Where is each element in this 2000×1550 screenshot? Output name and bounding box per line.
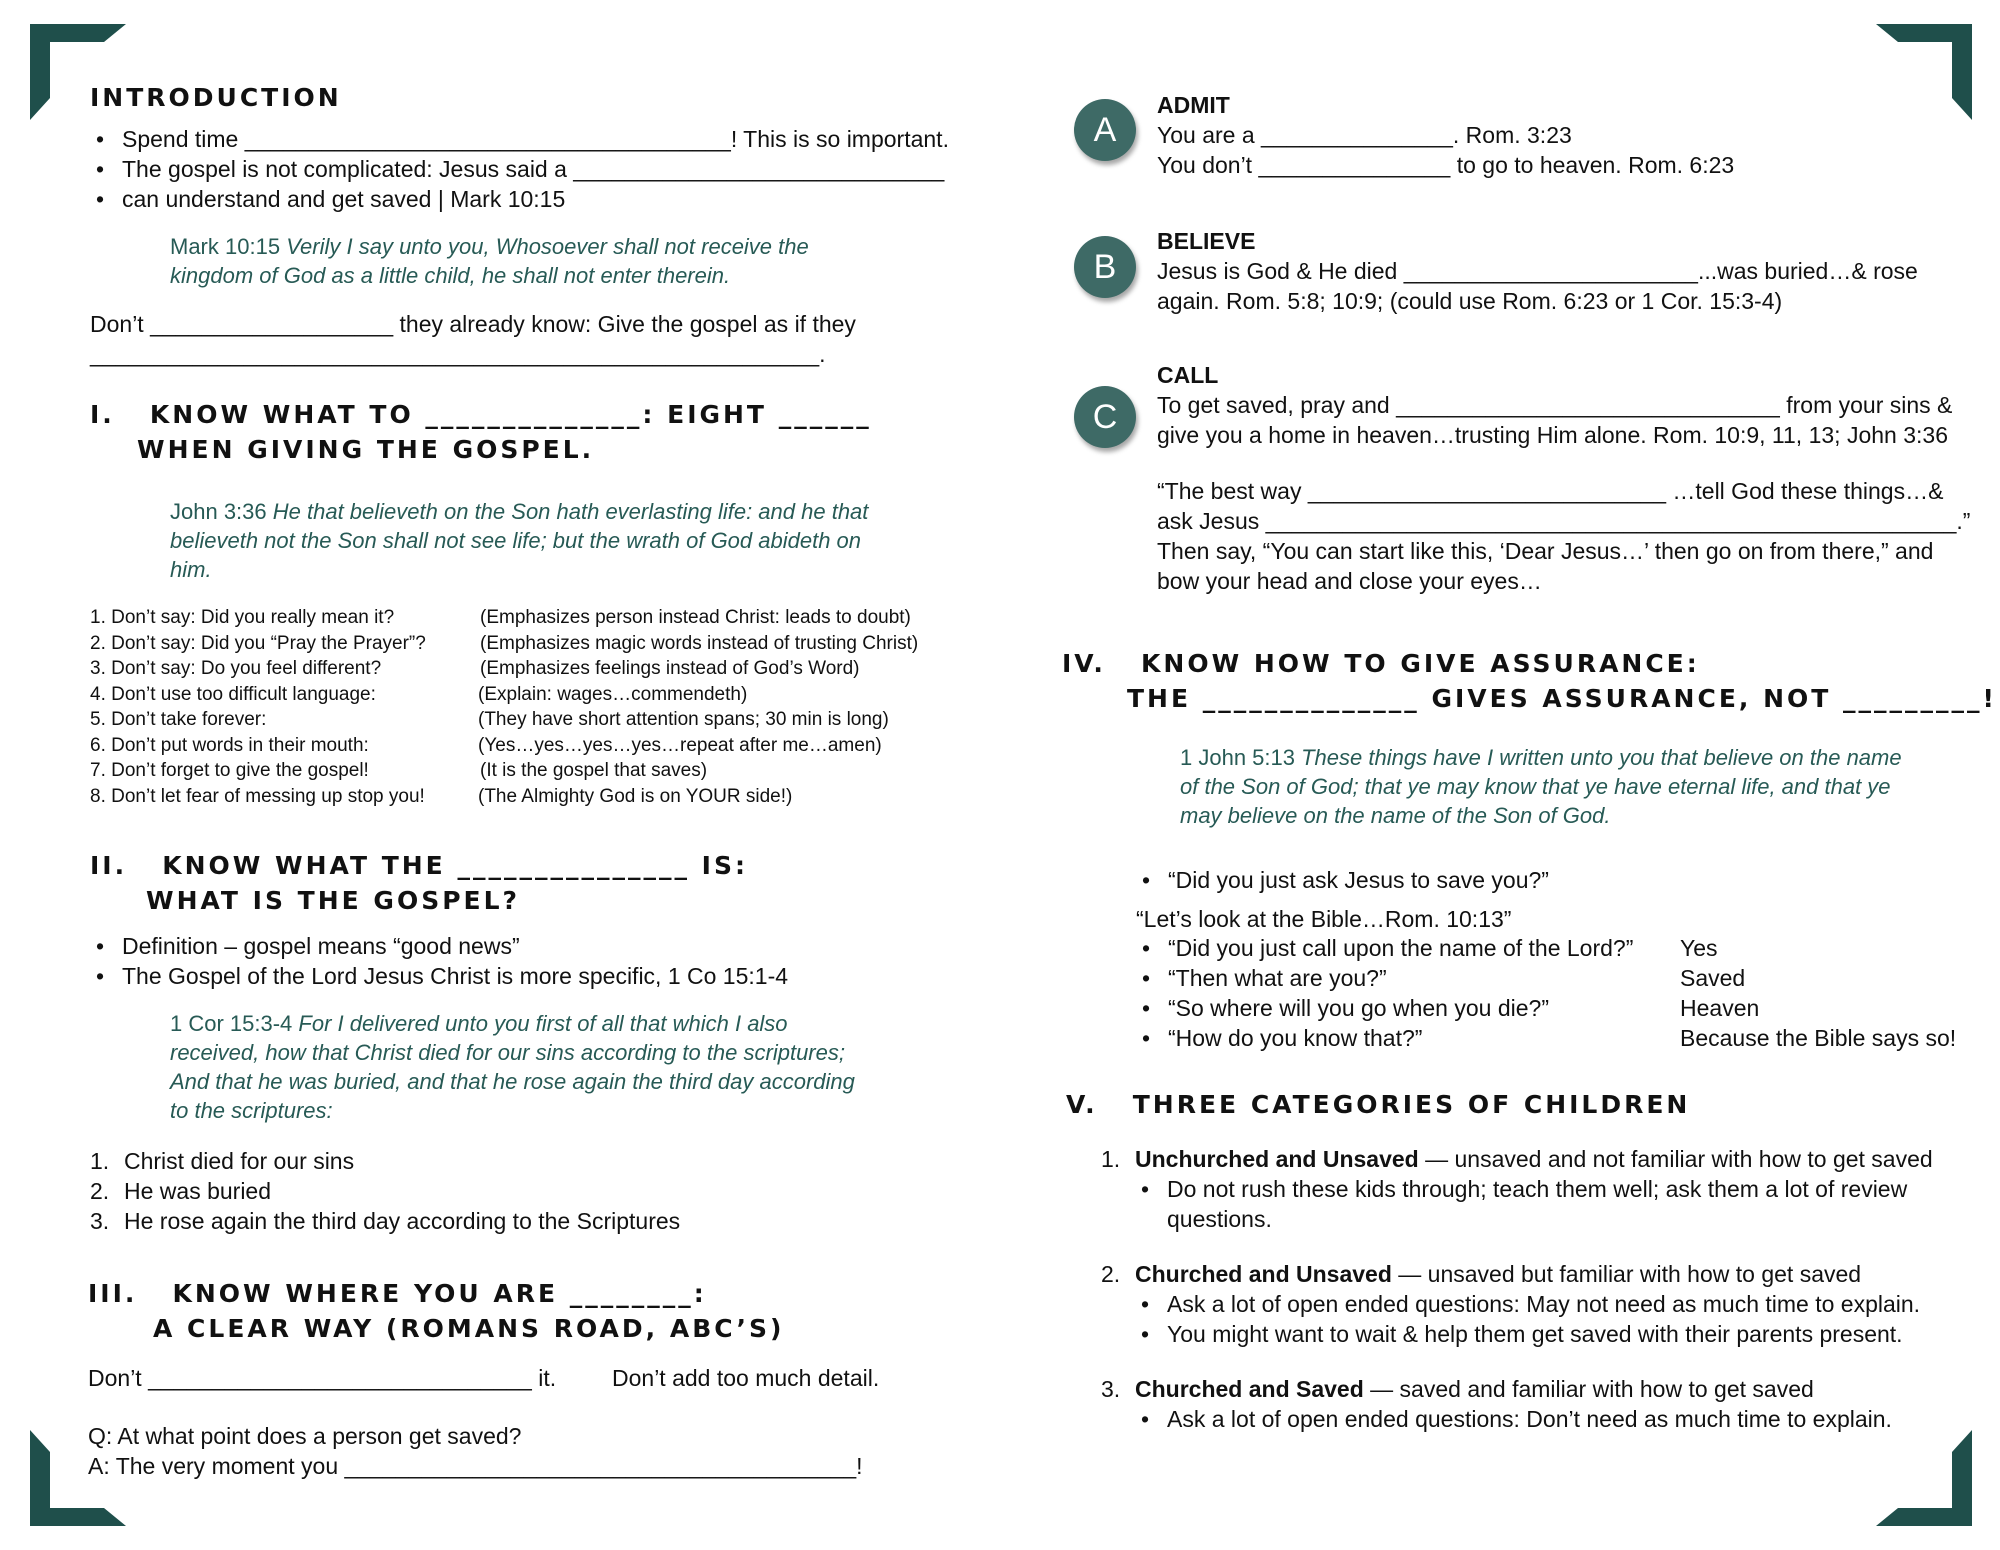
list-item: • “Did you just ask Jesus to save you?” xyxy=(1136,865,1549,895)
category-1 xyxy=(1101,1144,1933,1234)
s3-question: Q: At what point does a person get saved? xyxy=(88,1423,522,1449)
best-way-line: “The best way ____________________________ …tell God these things…& xyxy=(1157,478,1944,504)
list-item xyxy=(90,605,918,631)
category-title-row xyxy=(1101,1259,1920,1289)
verse-text: Verily I say unto you, Whosoever shall not receive the kingdom of God as a little child, he shall not enter therein. xyxy=(170,234,809,288)
dont-reason: (Explain: wages…commendeth) xyxy=(478,683,748,705)
point-text: He was buried xyxy=(124,1178,272,1204)
intro-dont-line2: _________________________________________________________. xyxy=(90,341,826,367)
dont-text: 8. Don’t let fear of messing up stop you! xyxy=(90,785,425,807)
verse-ref: John 3:36 xyxy=(170,499,267,524)
list-item: • The Gospel of the Lord Jesus Christ is more specific, 1 Co 15:1-4 xyxy=(90,961,788,991)
list-item-continuation: questions. xyxy=(1167,1206,1272,1232)
verse-text: These things have I written unto you that believe on the name of the Son of God; that ye may know that ye have eternal life, and that ye may believe on the name of the Son of God. xyxy=(1180,745,1902,828)
dont-reason: (The Almighty God is on YOUR side!) xyxy=(478,785,793,807)
abc-admit xyxy=(1157,90,1734,180)
dont-text: 5. Don’t take forever: xyxy=(90,709,267,730)
dont-reason: (They have short attention spans; 30 min is long) xyxy=(478,709,889,730)
abc-title: CALL xyxy=(1157,362,1219,388)
qa-answer: Because the Bible says so! xyxy=(1680,1025,1957,1051)
list-item: • Ask a lot of open ended questions: May not need as much time to explain. xyxy=(1135,1289,1920,1319)
corner-bottom-right xyxy=(1876,1430,1972,1526)
donts-list xyxy=(90,605,918,809)
assurance-qa xyxy=(1136,933,1956,1053)
list-item xyxy=(1136,993,1956,1023)
section-1-heading: I. KNOW WHAT TO ______________: EIGHT ______ xyxy=(90,400,872,429)
section-2-subheading: WHAT IS THE GOSPEL? xyxy=(146,886,521,915)
s3-answer: A: The very moment you ________________________________________! xyxy=(88,1453,863,1479)
qa-answer: Yes xyxy=(1680,935,1718,961)
gospel-bullets xyxy=(90,931,788,991)
letter-b-circle: B xyxy=(1074,236,1136,298)
category-desc: — saved and familiar with how to get saved xyxy=(1363,1376,1814,1402)
verse-ref: Mark 10:15 xyxy=(170,234,281,259)
dont-text: 6. Don’t put words in their mouth: xyxy=(90,734,369,756)
point-text: He rose again the third day according to the Scriptures xyxy=(124,1208,681,1234)
section-5-heading: V. THREE CATEGORIES OF CHILDREN xyxy=(1066,1090,1691,1119)
category-desc: — unsaved and not familiar with how to get saved xyxy=(1418,1146,1933,1172)
dont-reason: (It is the gospel that saves) xyxy=(480,760,708,781)
list-item xyxy=(90,1176,680,1206)
category-desc: — unsaved but familiar with how to get saved xyxy=(1391,1261,1862,1287)
intro-bullets xyxy=(90,124,949,214)
list-item: • Ask a lot of open ended questions: Don’t need as much time to explain. xyxy=(1135,1404,1892,1434)
best-way-line: bow your head and close your eyes… xyxy=(1157,568,1542,594)
verse-mark xyxy=(170,232,890,290)
list-item: • Spend time ______________________________________! This is so important. xyxy=(90,124,949,154)
list-item: • Definition – gospel means “good news” xyxy=(90,931,788,961)
abc-line: You are a _______________. Rom. 3:23 xyxy=(1157,122,1572,148)
verse-text: For I delivered unto you first of all that which I also received, how that Christ died for our sins according to the scriptures; And that he was buried, and that he rose again the third day according to the scriptures: xyxy=(170,1011,855,1123)
abc-line: To get saved, pray and ______________________________ from your sins & xyxy=(1157,392,1953,418)
list-item xyxy=(90,707,918,733)
letter-c-circle: C xyxy=(1074,386,1136,448)
abc-title: BELIEVE xyxy=(1157,228,1256,254)
abc-line: give you a home in heaven…trusting Him alone. Rom. 10:9, 11, 13; John 3:36 xyxy=(1157,422,1948,448)
qa-question: “How do you know that?” xyxy=(1168,1025,1423,1051)
verse-1-cor-15 xyxy=(170,1009,870,1125)
abc-line: Jesus is God & He died _______________________...was buried…& rose xyxy=(1157,258,1918,284)
dont-text: 2. Don’t say: Did you “Pray the Prayer”? xyxy=(90,632,426,654)
category-2 xyxy=(1101,1259,1920,1349)
dont-reason: (Yes…yes…yes…yes…repeat after me…amen) xyxy=(478,734,882,756)
point-number: 2. xyxy=(90,1178,110,1204)
abc-line: You don’t _______________ to go to heaven. Rom. 6:23 xyxy=(1157,152,1735,178)
verse-text: He that believeth on the Son hath everlasting life: and he that believeth not the Son shall not see life; but the wrath of God abideth on him. xyxy=(170,499,869,582)
list-item xyxy=(90,682,918,708)
list-item xyxy=(90,1146,680,1176)
gospel-points xyxy=(90,1146,680,1236)
qa-question: “Did you just call upon the name of the Lord?” xyxy=(1168,935,1634,961)
s3-dont: Don’t ______________________________ it. xyxy=(88,1365,557,1391)
list-item xyxy=(90,656,918,682)
letter-a-circle: A xyxy=(1074,99,1136,161)
dont-text: 7. Don’t forget to give the gospel! xyxy=(90,760,369,781)
verse-1-john-5-13 xyxy=(1180,743,1920,830)
assurance-bullet xyxy=(1136,865,1549,895)
category-number: 3. xyxy=(1101,1376,1121,1402)
section-4-heading: IV. KNOW HOW TO GIVE ASSURANCE: xyxy=(1062,649,1700,678)
abc-believe xyxy=(1157,226,1918,316)
list-item xyxy=(90,733,918,759)
best-way-paragraph xyxy=(1157,476,1970,596)
point-number: 3. xyxy=(90,1208,110,1234)
point-text: Christ died for our sins xyxy=(124,1148,355,1174)
section-1-subheading: WHEN GIVING THE GOSPEL. xyxy=(137,435,595,464)
category-title-row xyxy=(1101,1374,1892,1404)
section-4-subheading: THE ______________ GIVES ASSURANCE, NOT _________! xyxy=(1127,684,1997,713)
list-item: • Do not rush these kids through; teach them well; ask them a lot of review xyxy=(1135,1174,1933,1204)
s3-dont-add: Don’t add too much detail. xyxy=(612,1365,880,1391)
dont-text: 4. Don’t use too difficult language: xyxy=(90,683,376,705)
dont-reason: (Emphasizes person instead Christ: leads to doubt) xyxy=(480,607,911,628)
list-item xyxy=(1136,933,1956,963)
abc-call xyxy=(1157,360,1952,450)
category-3 xyxy=(1101,1374,1892,1434)
dont-text: 1. Don’t say: Did you really mean it? xyxy=(90,607,395,628)
list-item xyxy=(90,784,918,810)
best-way-line: Then say, “You can start like this, ‘Dear Jesus…’ then go on from there,” and xyxy=(1157,538,1934,564)
intro-heading: INTRODUCTION xyxy=(90,83,342,112)
abc-title: ADMIT xyxy=(1157,92,1230,118)
list-item xyxy=(1136,963,1956,993)
category-title: Churched and Unsaved xyxy=(1135,1261,1392,1287)
verse-ref: 1 John 5:13 xyxy=(1180,745,1295,770)
category-number: 2. xyxy=(1101,1261,1121,1287)
section-3-heading: III. KNOW WHERE YOU ARE ________: xyxy=(88,1279,707,1308)
assurance-look: “Let’s look at the Bible…Rom. 10:13” xyxy=(1136,906,1512,932)
category-title-row xyxy=(1101,1144,1933,1174)
category-number: 1. xyxy=(1101,1146,1121,1172)
list-item xyxy=(90,758,918,784)
best-way-line: ask Jesus ______________________________________________________.” xyxy=(1157,508,1971,534)
category-title: Unchurched and Unsaved xyxy=(1135,1146,1419,1172)
qa-answer: Heaven xyxy=(1680,995,1760,1021)
verse-john-3-36 xyxy=(170,497,900,584)
point-number: 1. xyxy=(90,1148,110,1174)
intro-dont-line1: Don’t ___________________ they already know: Give the gospel as if they xyxy=(90,311,856,337)
verse-ref: 1 Cor 15:3-4 xyxy=(170,1011,293,1036)
dont-text: 3. Don’t say: Do you feel different? xyxy=(90,658,382,679)
category-title: Churched and Saved xyxy=(1135,1376,1364,1402)
abc-line: again. Rom. 5:8; 10:9; (could use Rom. 6:23 or 1 Cor. 15:3-4) xyxy=(1157,288,1783,314)
qa-answer: Saved xyxy=(1680,965,1746,991)
qa-question: “So where will you go when you die?” xyxy=(1168,995,1549,1021)
list-item xyxy=(90,1206,680,1236)
list-item xyxy=(1136,1023,1956,1053)
dont-reason: (Emphasizes magic words instead of trusting Christ) xyxy=(480,632,919,654)
corner-top-right xyxy=(1876,24,1972,120)
list-item: • The gospel is not complicated: Jesus said a _____________________________ xyxy=(90,154,949,184)
list-item: • can understand and get saved | Mark 10:15 xyxy=(90,184,949,214)
section-2-heading: II. KNOW WHAT THE _______________ IS: xyxy=(90,851,748,880)
list-item: • You might want to wait & help them get saved with their parents present. xyxy=(1135,1319,1920,1349)
dont-reason: (Emphasizes feelings instead of God’s Word) xyxy=(480,658,860,679)
list-item xyxy=(90,631,918,657)
qa-question: “Then what are you?” xyxy=(1168,965,1387,991)
section-3-subheading: A CLEAR WAY (ROMANS ROAD, ABC’S) xyxy=(153,1314,785,1343)
